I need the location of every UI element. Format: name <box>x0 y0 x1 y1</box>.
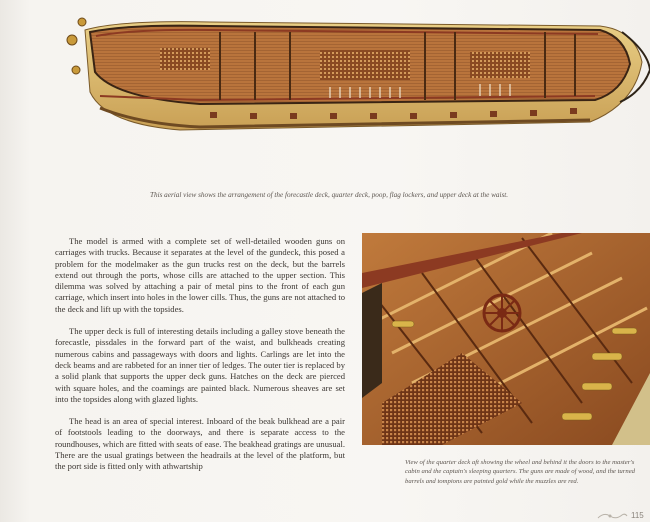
quarter-deck-photo <box>362 233 650 445</box>
paragraph: The model is armed with a complete set of well-detailed wooden guns on carriages with trucks. Because it separates at the level of the gundeck, this posed a problem for the modelmaker as the gun trucks rest on the deck, but the barrels extend out through the ports, whose cills are attached to the upper section. This dilemma was solved by attaching a pair of metal pins to the front of each gun carriage, which insert into holes in the lower cills. Thus, the guns are not attached to the deck and lift up with the topsides. <box>55 236 345 314</box>
paragraph: The upper deck is full of interesting details including a galley stove beneath the forecastle, pissdales in the forward part of the waist, and bulkheads creating numerous cabins and passageways with doors and lights. Carlings are let into the deck beams and are rabbeted for an inner tier of ledges. The outer tier is replaced by a solid plank that supports the upper deck guns. Hatches on the deck are pierced with square holes, and the coamings are painted black. Numerous sheaves are set into the topsides along with glazed lights. <box>55 326 345 404</box>
side-figure-caption <box>405 458 650 486</box>
paragraph: The head is an area of special interest. Inboard of the beak bulkhead are a pair of footstools leading to the doorways, and there is separate access to the roundhouses, which are fitted with seats of ease. The beakhead gratings are unusual. There are the usual gratings between the headrails at the level of the platform, but the port side is fitted only with athwartship <box>55 416 345 472</box>
body-text <box>55 236 345 484</box>
top-figure-caption: This aerial view shows the arrangement of the forecastle deck, quarter deck, poop, flag lockers, and upper deck at the waist. <box>150 191 509 199</box>
caption-line: View of the quarter deck aft showing the wheel and behind it the doors to the master's <box>405 459 635 466</box>
page-number: 115 <box>631 511 644 520</box>
caption-line: barrels and tompions are painted gold while the muzzles are red. <box>405 477 579 485</box>
page-ornament <box>596 510 628 522</box>
caption-line: cabin and the captain's sleeping quarters. The guns are made of wood, and the turned <box>405 468 636 476</box>
ship-aerial-photo <box>60 12 650 154</box>
